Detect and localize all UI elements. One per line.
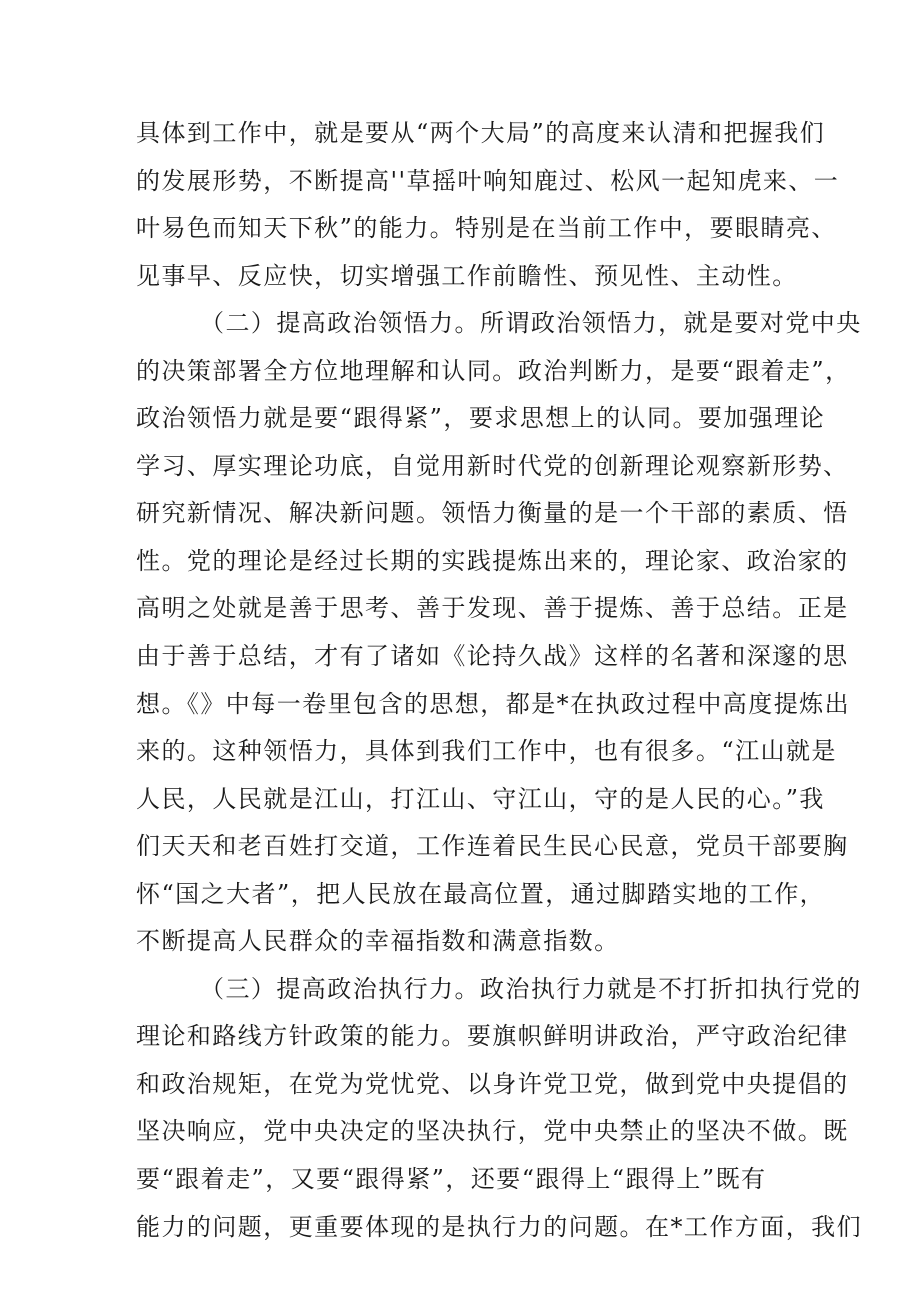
text-line: 高明之处就是善于思考、善于发现、善于提炼、善于总结。正是 [136, 594, 849, 623]
text-line: 要“跟着走”，又要“跟得紧”，还要“跟得上“跟得上”既有 [136, 1165, 767, 1194]
text-line: 和政治规矩，在党为党忧党、以身许党卫党，做到党中央提倡的 [136, 1069, 849, 1098]
text-line: 能力的问题，更重要体现的是执行力的问题。在*工作方面，我们 [136, 1212, 863, 1241]
text-line: 研究新情况、解决新问题。领悟力衡量的是一个干部的素质、悟 [136, 499, 849, 528]
text-line: 来的。这种领悟力，具体到我们工作中，也有很多。“江山就是 [136, 737, 837, 766]
text-line: 性。党的理论是经过长期的实践提炼出来的，理论家、政治家的 [136, 546, 849, 575]
text-line: 理论和路线方针政策的能力。要旗帜鲜明讲政治，严守政治纪律 [136, 1022, 849, 1051]
text-line: 学习、厚实理论功底，自觉用新时代党的创新理论观察新形势、 [136, 451, 849, 480]
section-heading-line: （二）提高政治领悟力。所谓政治领悟力，就是要对党中央 [200, 309, 862, 338]
text-line: 的发展形势，不断提高''草摇叶响知鹿过、松风一起知虎来、一 [136, 166, 840, 195]
text-line: 坚决响应，党中央决定的坚决执行，党中央禁止的坚决不做。既 [136, 1117, 849, 1146]
body-text [136, 110, 863, 1251]
text-line: 人民，人民就是江山，打江山、守江山，守的是人民的心。”我 [136, 784, 825, 813]
text-line: 的决策部署全方位地理解和认同。政治判断力，是要“跟着走”， [136, 356, 851, 385]
text-line: 叶易色而知天下秋”的能力。特别是在当前工作中，要眼睛亮、 [136, 214, 837, 243]
text-line: 们天天和老百姓打交道，工作连着民生民心民意，党员干部要胸 [136, 832, 849, 861]
text-line: 怀“国之大者”，把人民放在最高位置，通过脚踏实地的工作， [136, 879, 826, 908]
text-line: 具体到工作中，就是要从“两个大局”的高度来认清和把握我们 [136, 119, 826, 147]
section-heading-line: （三）提高政治执行力。政治执行力就是不打折扣执行党的 [200, 974, 862, 1003]
text-line: 不断提高人民群众的幸福指数和满意指数。 [136, 927, 620, 956]
text-line: 想。《》中每一卷里包含的思想，都是*在执政过程中高度提炼出 [136, 689, 851, 718]
text-line: 见事早、反应快，切实增强工作前瞻性、预见性、主动性。 [136, 261, 798, 290]
text-line: 由于善于总结，才有了诸如《论持久战》这样的名著和深邃的思 [136, 642, 849, 671]
text-line: 政治领悟力就是要“跟得紧”，要求思想上的认同。要加强理论 [136, 404, 826, 433]
